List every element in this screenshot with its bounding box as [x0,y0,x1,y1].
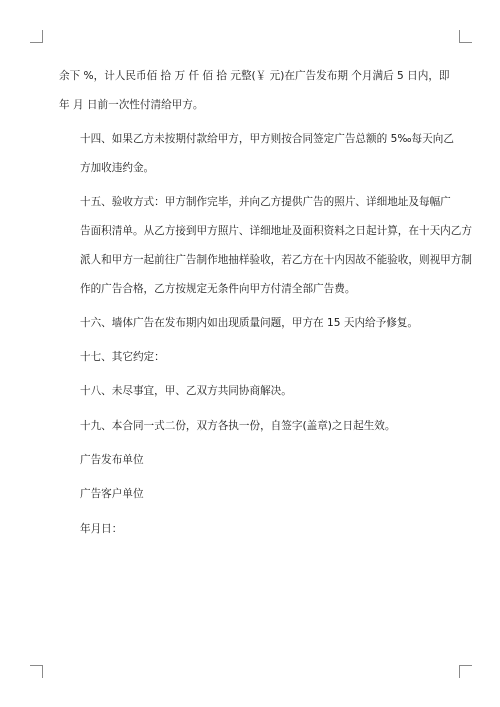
text-line: 十九、本合同一式二份，双方各执一份，自签字(盖章)之日起生效。 [80,419,396,432]
paragraph [59,309,445,338]
text-line: 告面积清单。从乙方接到甲方照片、详细地址及面积资料之日起计算，在十天内乙方 [80,224,472,237]
crop-mark-bottom-left [30,665,43,678]
text-line: 十六、墙体广告在发布期内如出现质量问题，甲方在 15 天内给予修复。 [80,316,419,329]
paragraph [59,62,450,120]
text-line: 作的广告合格，乙方按规定无条件向甲方付清全部广告费。 [80,282,356,295]
paragraph [59,343,445,372]
paragraph [59,446,445,475]
paragraph [59,515,445,544]
text-line: 十五、验收方式：甲方制作完毕，并向乙方提供广告的照片、详细地址及每幅广 [80,196,451,209]
paragraph [59,188,472,303]
paragraph [59,377,445,406]
paragraph [59,480,445,509]
text-line: 方加收违约金。 [80,161,155,174]
text-line: 年 月 日前一次性付清给甲方。 [59,98,204,111]
text-line: 派人和甲方一起前往广告制作地抽样验收，若乙方在十内因故不能验收，则视甲方制 [80,253,472,266]
text-line: 余下 %，计人民币佰 拾 万 仟 佰 拾 元整(￥ 元)在广告发布期 个月满后 5 日内，即 [59,70,450,82]
crop-mark-top-right [459,30,472,43]
text-line: 广告发布单位 [80,454,144,467]
text-line: 年月日： [80,522,123,535]
text-line: 十八、未尽事宜，甲、乙双方共同协商解决。 [80,385,292,398]
document-body [59,62,472,549]
text-line: 广告客户单位 [80,488,144,501]
paragraph [59,125,454,183]
text-line: 十四、如果乙方未按期付款给甲方，甲方则按合同签定广告总额的 5‰每天向乙 [80,133,454,146]
crop-mark-top-left [30,30,43,43]
paragraph [59,412,445,441]
crop-mark-bottom-right [459,665,472,678]
text-line: 十七、其它约定： [80,351,165,364]
